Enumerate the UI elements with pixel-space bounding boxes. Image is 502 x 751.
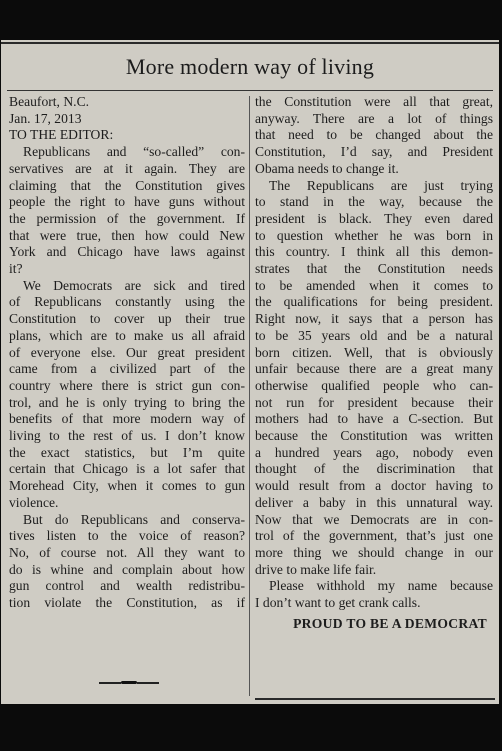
text-line: the Constitution were all that great, (255, 94, 493, 109)
text-line: to question whether he was born in (255, 227, 493, 243)
text-line: it? (9, 261, 23, 277)
text-line: this country. I think all this demon- (255, 244, 493, 260)
text-line: The Republicans are just trying (269, 177, 493, 193)
text-line: Beaufort, N.C. (9, 94, 90, 109)
text-line: TO THE EDITOR: (9, 127, 114, 143)
text-line: that were true, then how could New (9, 227, 245, 243)
text-line: the exact statistics, but I’m quite (9, 444, 245, 460)
text-line: unfair because there are a great many (255, 361, 493, 377)
text-line: But do Republicans and conserva- (23, 511, 245, 527)
text-line: country where there is strict gun con- (9, 377, 245, 393)
text-line: Please withhold my name because (269, 578, 493, 594)
right-column (255, 94, 493, 633)
text-line: drive to make life fair. (255, 561, 377, 577)
column-divider (249, 96, 250, 696)
text-line: thought of the discrimination that (255, 461, 493, 477)
headline-rule (7, 90, 493, 91)
text-line: tives listen to the voice of reason? (9, 528, 245, 544)
text-line: a hundred years ago, nobody even (255, 444, 493, 460)
text-line: to be 35 years old and be a natural (255, 327, 493, 343)
text-line: anyway. There are a lot of things (255, 110, 493, 126)
signature: PROUD TO BE A DEMOCRAT (293, 615, 487, 631)
text-line: born citizen. Well, that is obviously (255, 344, 493, 360)
text-line: servatives are at it again. They are (9, 160, 245, 176)
text-line: We Democrats are sick and tired (23, 277, 245, 293)
text-line: benefits of that more modern way of (9, 411, 245, 427)
text-line: would result from a doctor having to (255, 478, 493, 494)
text-line: I don’t want to get crank calls. (255, 595, 421, 611)
text-line: not run for president because their (255, 394, 493, 410)
text-line: claiming that the Constitution gives (9, 177, 245, 193)
text-line: No, of course not. All they want to (9, 544, 245, 560)
text-line: to be amended when it comes to (255, 277, 493, 293)
text-line: people the right to have guns without (9, 194, 245, 210)
text-line: certain that Chicago is a lot safer that (9, 461, 245, 477)
text-line: deliver a baby in this unnatural way. (255, 494, 493, 510)
text-line: because the Constitution was written (255, 428, 493, 444)
text-line: trol of the government, that’s just one (255, 528, 493, 544)
text-line: of Republicans constantly using the (9, 294, 245, 310)
headline: More modern way of living (125, 54, 375, 79)
text-line: Constitution, I’d say, and President (255, 144, 493, 160)
text-line: came from a civilized part of the (9, 361, 245, 377)
text-line: that need to be changed about the (255, 127, 493, 143)
text-line: mothers had to have a C-section. But (255, 411, 493, 427)
text-line: gun control and wealth redistribu- (9, 578, 245, 594)
text-line: the qualifications for being president. (255, 294, 493, 310)
text-line: Republicans and “so-called” con- (23, 144, 245, 160)
top-rule (1, 42, 499, 44)
text-line: Constitution to cover up their true (9, 311, 245, 327)
text-line: Right now, it says that a person has (255, 311, 493, 327)
text-line: strates that the Constitution needs (255, 261, 493, 277)
text-line: more thing we should change in our (255, 544, 493, 560)
text-line: otherwise qualified people who can- (255, 377, 493, 393)
text-line: plans, which are to make us all afraid (9, 327, 245, 343)
text-line: do is whine and complain about how (9, 561, 245, 577)
text-line: trol, and he is only trying to bring the (9, 394, 245, 410)
text-line: of everyone else. Our great president (9, 344, 245, 360)
newspaper-clipping (1, 40, 499, 704)
text-line: Morehead City, when it comes to gun (9, 478, 245, 494)
text-line: president is black. They even dared (255, 210, 493, 226)
text-line: Jan. 17, 2013 (9, 110, 82, 126)
end-ornament (99, 681, 159, 684)
text-line: York and Chicago have laws against (9, 244, 245, 260)
text-line: Now that we Democrats are in con- (255, 511, 493, 527)
text-line: the permission of the government. If (9, 210, 245, 226)
text-line: to stand in the way, because the (255, 194, 493, 210)
left-column (9, 94, 245, 612)
bottom-rule (255, 698, 495, 700)
text-line: Obama needs to change it. (255, 160, 399, 176)
text-line: tion violate the Constitution, as if (9, 595, 245, 611)
text-line: violence. (9, 494, 59, 510)
text-line: living to the rest of us. I don’t know (9, 428, 245, 444)
